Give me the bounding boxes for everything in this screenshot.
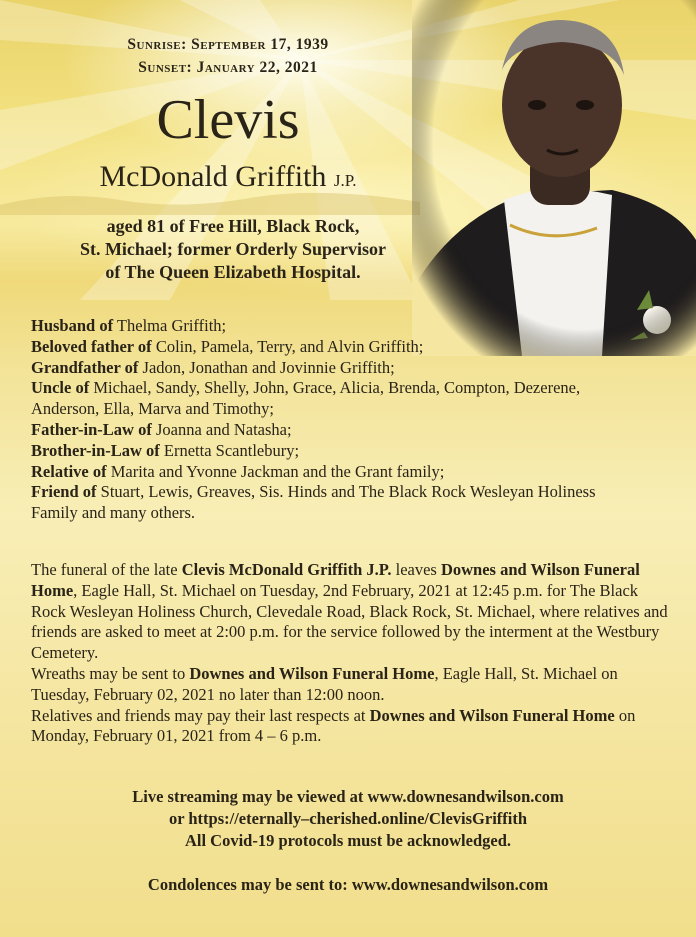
sunset-line <box>0 59 456 77</box>
family-item <box>31 337 671 358</box>
relation-label: Father-in-Law of <box>31 419 152 439</box>
relation-names: Anderson, Ella, Marva and Timothy; <box>31 399 274 419</box>
funeral-home-name: Downes and Wilson Funeral Home <box>369 705 615 725</box>
summary-line: aged 81 of Free Hill, Black Rock, <box>106 216 360 236</box>
relation-names: Marita and Yvonne Jackman and the Grant family; <box>106 461 445 481</box>
sunset-date: January 22, 2021 <box>196 59 318 76</box>
wreaths-paragraph <box>31 664 671 706</box>
portrait-photo <box>412 0 696 356</box>
relation-names: Colin, Pamela, Terry, and Alvin Griffith; <box>151 336 424 356</box>
summary-line: of The Queen Elizabeth Hospital. <box>105 262 361 282</box>
relation-names: Ernetta Scantlebury; <box>159 440 300 460</box>
text: Wreaths may be sent to <box>31 663 190 683</box>
sunrise-line <box>0 36 456 54</box>
summary-line: St. Michael; former Orderly Supervisor <box>79 239 387 259</box>
funeral-home-name: Downes and Wilson Funeral Home <box>31 560 640 600</box>
sunrise-date: September 17, 1939 <box>191 36 329 53</box>
funeral-paragraph <box>31 560 671 664</box>
family-item <box>31 378 671 399</box>
relation-label: Beloved father of <box>31 336 152 356</box>
name-suffix: J.P. <box>333 171 357 190</box>
first-name: Clevis <box>156 89 300 151</box>
family-item <box>31 482 671 503</box>
family-item <box>31 441 671 462</box>
viewing-paragraph <box>31 706 671 748</box>
full-name <box>0 160 456 198</box>
family-item <box>31 316 671 337</box>
text: The funeral of the late <box>31 560 182 579</box>
relation-names: Jadon, Jonathan and Jovinnie Griffith; <box>138 357 395 377</box>
sunrise-label: Sunrise: <box>127 36 187 53</box>
family-item <box>31 420 671 441</box>
family-item <box>31 503 671 524</box>
funeral-home-name: Downes and Wilson Funeral Home <box>189 663 435 683</box>
text: Relatives and friends may pay their last respects at <box>31 705 370 725</box>
middle-last-name: McDonald Griffith <box>99 160 327 193</box>
summary-block <box>40 215 426 284</box>
text: leaves <box>391 560 441 579</box>
relation-names: Thelma Griffith; <box>113 316 227 335</box>
relation-names: Michael, Sandy, Shelly, John, Grace, Alicia, Brenda, Compton, Dezerene, <box>89 378 581 398</box>
family-item <box>31 462 671 483</box>
relation-names: Joanna and Natasha; <box>151 419 292 439</box>
stream-line: Live streaming may be viewed at www.downesandwilson.com <box>132 787 564 806</box>
relation-names: Stuart, Lewis, Greaves, Sis. Hinds and The Black Rock Wesleyan Holiness <box>96 482 596 502</box>
funeral-details <box>31 560 671 747</box>
relation-label: Husband of <box>31 316 114 335</box>
text: , Eagle Hall, St. Michael on Tuesday, 2nd February, 2021 at 12:45 p.m. for The Black Rock Wesleyan Holiness Church, Clevedale Road, Black Rock, St. Michael, where relatives and friends are asked to meet at 2:00 p.m. for the service followed by the interment at the Westbury Cemetery. <box>31 580 668 663</box>
covid-notice: All Covid-19 protocols must be acknowledged. <box>184 831 512 850</box>
relation-label: Relative of <box>31 461 107 481</box>
relation-label: Grandfather of <box>31 357 139 377</box>
relation-names: Family and many others. <box>31 503 196 523</box>
live-stream-notice <box>0 786 696 852</box>
condolences-notice: Condolences may be sent to: www.downesandwilson.com <box>147 875 549 894</box>
family-item <box>31 399 671 420</box>
sunset-label: Sunset: <box>138 59 193 76</box>
relation-label: Brother-in-Law of <box>31 440 160 460</box>
text: , Eagle Hall, St. Michael on Tuesday, February 02, 2021 no later than 12:00 noon. <box>31 663 618 704</box>
stream-line: or https://eternally–cherished.online/ClevisGriffith <box>168 809 528 828</box>
family-list <box>31 316 671 524</box>
family-item <box>31 358 671 379</box>
text: on Monday, February 01, 2021 from 4 – 6 p.m. <box>31 705 636 746</box>
relation-label: Friend of <box>31 482 97 502</box>
deceased-name: Clevis McDonald Griffith J.P. <box>181 560 392 579</box>
relation-label: Uncle of <box>31 378 90 398</box>
